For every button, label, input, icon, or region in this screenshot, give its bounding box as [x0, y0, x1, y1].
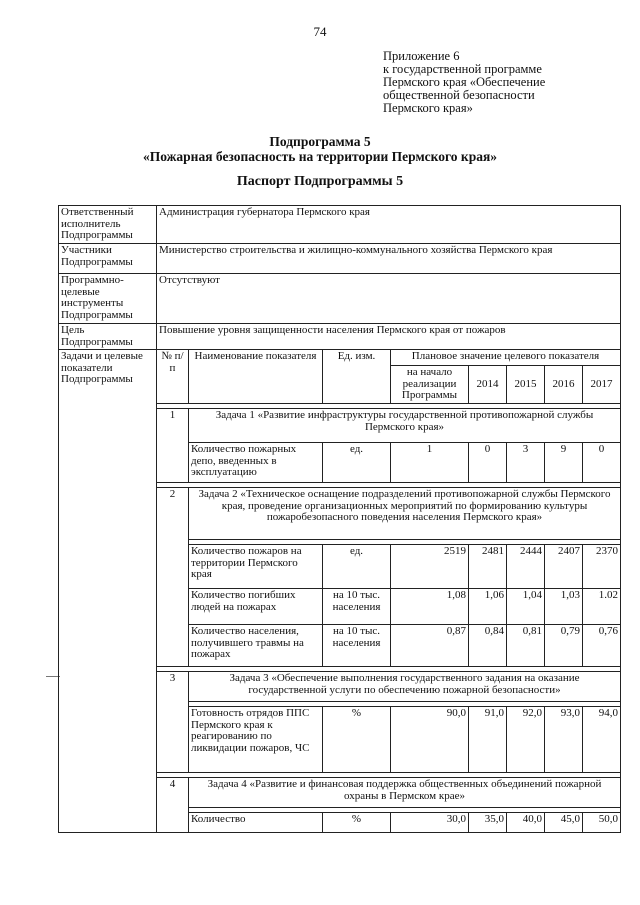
goal-value: Повышение уровня защищенности населения Пермского края от пожаров — [157, 324, 621, 350]
indicator-value: 2407 — [545, 545, 583, 589]
tasks-label: Задачи и целевые показатели Подпрограммы — [59, 350, 157, 833]
indicator-name: Количество погибших людей на пожарах — [189, 589, 323, 625]
indicator-value: 0,76 — [583, 625, 621, 667]
executor-label: Ответственный исполнитель Подпрограммы — [59, 206, 157, 244]
indicators-header-row — [59, 350, 621, 366]
indicator-value: 94,0 — [583, 707, 621, 773]
start-header: на начало реализации Программы — [391, 366, 469, 404]
indicator-value: 1,04 — [507, 589, 545, 625]
indicator-name: Количество пожаров на территории Пермского края — [189, 545, 323, 589]
task-number: 4 — [157, 778, 189, 833]
indicator-value: 0,84 — [469, 625, 507, 667]
unit-header: Ед. изм. — [323, 350, 391, 404]
indicator-value: 92,0 — [507, 707, 545, 773]
indicator-start: 90,0 — [391, 707, 469, 773]
indicator-unit: ед. — [323, 545, 391, 589]
participants-value: Министерство строительства и жилищно-коммунального хозяйства Пермского края — [157, 244, 621, 274]
indicator-value: 2481 — [469, 545, 507, 589]
name-header: Наименование показателя — [189, 350, 323, 404]
indicator-name: Готовность отрядов ППС Пермского края к реагированию по ликвидации пожаров, ЧС — [189, 707, 323, 773]
annex-note — [383, 50, 633, 115]
indicator-value: 50,0 — [583, 813, 621, 833]
annex-line: Приложение 6 — [383, 49, 460, 63]
subprogram-name: «Пожарная безопасность на территории Пермского края» — [142, 149, 498, 164]
annex-line: Пермского края» — [383, 101, 473, 115]
indicator-start: 1 — [391, 443, 469, 483]
annex-line: к государственной программе — [383, 62, 542, 76]
num-header: № п/п — [157, 350, 189, 404]
subprogram-title: Подпрограмма 5 — [269, 134, 371, 149]
passport-title: Паспорт Подпрограммы 5 — [236, 174, 404, 189]
tools-row — [59, 274, 621, 324]
indicator-start: 0,87 — [391, 625, 469, 667]
tools-label: Программно-целевые инструменты Подпрограммы — [59, 274, 157, 324]
year-header: 2014 — [469, 366, 507, 404]
indicator-value: 93,0 — [545, 707, 583, 773]
subprogram-heading — [0, 134, 640, 164]
goal-label: Цель Подпрограммы — [59, 324, 157, 350]
indicator-unit: % — [323, 707, 391, 773]
indicator-value: 91,0 — [469, 707, 507, 773]
executor-row — [59, 206, 621, 244]
indicator-unit: на 10 тыс. населения — [323, 589, 391, 625]
indicator-start: 2519 — [391, 545, 469, 589]
indicator-name: Количество пожарных депо, введенных в эксплуатацию — [189, 443, 323, 483]
goal-row — [59, 324, 621, 350]
indicator-unit: ед. — [323, 443, 391, 483]
annex-line: общественной безопасности — [383, 88, 535, 102]
indicator-value: 1.02 — [583, 589, 621, 625]
indicator-value: 1,03 — [545, 589, 583, 625]
year-header: 2017 — [583, 366, 621, 404]
indicator-start: 30,0 — [391, 813, 469, 833]
indicator-value: 40,0 — [507, 813, 545, 833]
year-header: 2015 — [507, 366, 545, 404]
participants-row — [59, 244, 621, 274]
annex-line: Пермского края «Обеспечение — [383, 75, 546, 89]
executor-value: Администрация губернатора Пермского края — [157, 206, 621, 244]
indicator-value: 0 — [583, 443, 621, 483]
indicator-value: 9 — [545, 443, 583, 483]
indicator-unit: на 10 тыс. населения — [323, 625, 391, 667]
indicator-value: 1,06 — [469, 589, 507, 625]
task-title: Задача 3 «Обеспечение выполнения государственного задания на оказание государственной услуги по обеспечению пожарной безопасности» — [189, 672, 621, 702]
indicator-value: 0,79 — [545, 625, 583, 667]
task-title: Задача 2 «Техническое оснащение подразделений противопожарной службы Пермского края, проведение организационных мероприятий по формированию культуры пожаробезопасного поведения населения Пермского края» — [189, 488, 621, 540]
indicator-value: 45,0 — [545, 813, 583, 833]
indicator-value: 3 — [507, 443, 545, 483]
indicator-unit: % — [323, 813, 391, 833]
task-title: Задача 4 «Развитие и финансовая поддержка общественных объединений пожарной охраны в Пермском крае» — [189, 778, 621, 808]
page-number: 74 — [313, 24, 327, 39]
indicator-name: Количество — [189, 813, 323, 833]
indicator-value: 2370 — [583, 545, 621, 589]
tools-value: Отсутствуют — [157, 274, 621, 324]
planned-header: Плановое значение целевого показателя — [391, 350, 621, 366]
indicator-value: 0,81 — [507, 625, 545, 667]
indicator-name: Количество населения, получившего травмы на пожарах — [189, 625, 323, 667]
task-title: Задача 1 «Развитие инфраструктуры государственной противопожарной службы Пермского края» — [189, 409, 621, 443]
indicator-start: 1,08 — [391, 589, 469, 625]
indicator-value: 0 — [469, 443, 507, 483]
participants-label: Участники Подпрограммы — [59, 244, 157, 274]
year-header: 2016 — [545, 366, 583, 404]
passport-table — [58, 205, 621, 833]
indicator-value: 35,0 — [469, 813, 507, 833]
task-number: 1 — [157, 409, 189, 483]
indicator-value: 2444 — [507, 545, 545, 589]
task-number: 2 — [157, 488, 189, 667]
task-number: 3 — [157, 672, 189, 773]
